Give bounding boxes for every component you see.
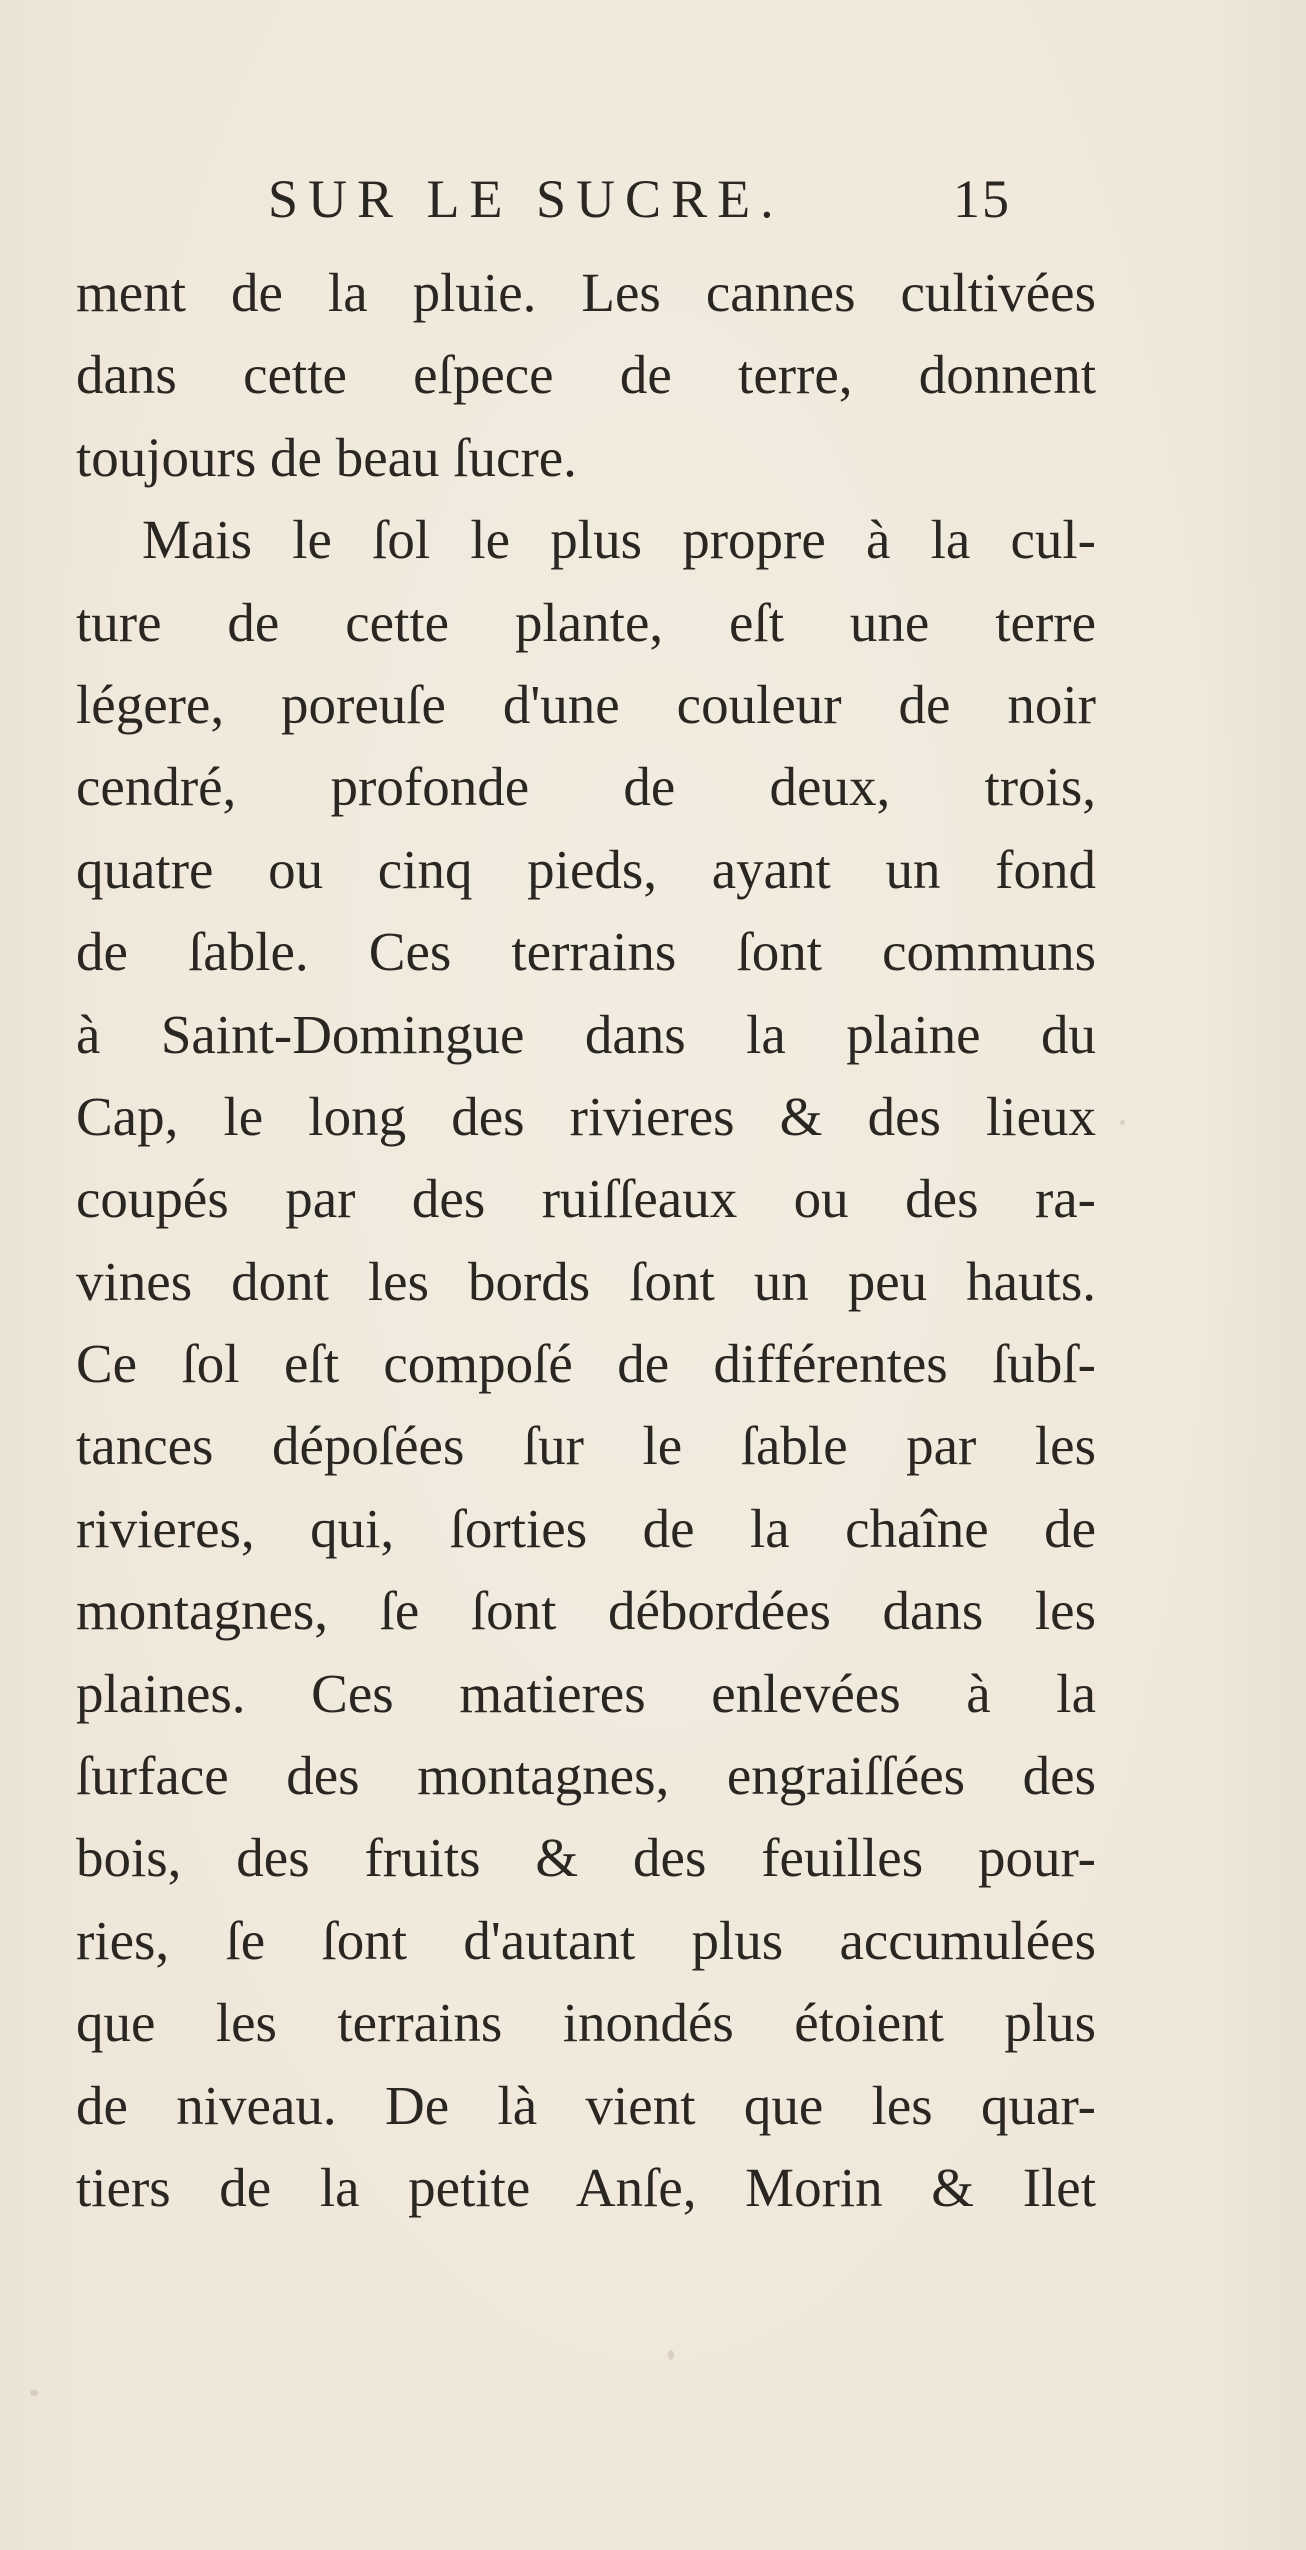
text-line: dans cette eſpece de terre, donnent bbox=[76, 344, 1096, 406]
body-text bbox=[76, 252, 1096, 2229]
text-line: ries, ſe ſont d'autant plus accumulées bbox=[76, 1909, 1096, 1971]
text-line: quatre ou cinq pieds, ayant un fond bbox=[76, 838, 1096, 900]
text-line: que les terrains inondés étoient plus bbox=[76, 1992, 1096, 2054]
text-line: plaines. Ces matieres enlevées à la bbox=[76, 1662, 1096, 1724]
page-number: 15 bbox=[953, 169, 1011, 229]
text-line: vines dont les bords ſont un peu hauts. bbox=[76, 1250, 1096, 1312]
foxing-spot bbox=[30, 2390, 38, 2396]
foxing-spot bbox=[668, 2350, 674, 2360]
text-line: montagnes, ſe ſont débordées dans les bbox=[76, 1580, 1096, 1642]
text-line: de niveau. De là vient que les quar- bbox=[76, 2074, 1096, 2136]
text-line: rivieres, qui, ſorties de la chaîne de bbox=[76, 1497, 1096, 1559]
text-line: tances dépoſées ſur le ſable par les bbox=[76, 1415, 1096, 1477]
running-title: SUR LE SUCRE. bbox=[268, 169, 784, 229]
paragraph-start-line: Mais le ſol le plus propre à la cul- bbox=[142, 509, 1096, 571]
text-line: coupés par des ruiſſeaux ou des ra- bbox=[76, 1168, 1096, 1230]
text-line: légere, poreuſe d'une couleur de noir bbox=[76, 673, 1096, 735]
text-line: à Saint-Domingue dans la plaine du bbox=[76, 1003, 1096, 1065]
text-line: ſurface des montagnes, engraiſſées des bbox=[76, 1745, 1096, 1807]
text-line: de ſable. Ces terrains ſont communs bbox=[76, 921, 1096, 983]
text-line: ture de cette plante, eſt une terre bbox=[76, 591, 1096, 653]
text-line: Cap, le long des rivieres & des lieux bbox=[76, 1085, 1096, 1147]
foxing-spot bbox=[1120, 1120, 1125, 1125]
text-line: Ce ſol eſt compoſé de différentes ſubſ- bbox=[76, 1333, 1096, 1395]
running-head bbox=[268, 168, 1168, 248]
text-line: bois, des fruits & des feuilles pour- bbox=[76, 1827, 1096, 1889]
text-line: ment de la pluie. Les cannes cultivées bbox=[76, 262, 1096, 323]
text-line: tiers de la petite Anſe, Morin & Ilet bbox=[76, 2156, 1096, 2218]
text-line: cendré, profonde de deux, trois, bbox=[76, 756, 1096, 818]
text-line: toujours de beau ſucre. bbox=[76, 426, 577, 488]
